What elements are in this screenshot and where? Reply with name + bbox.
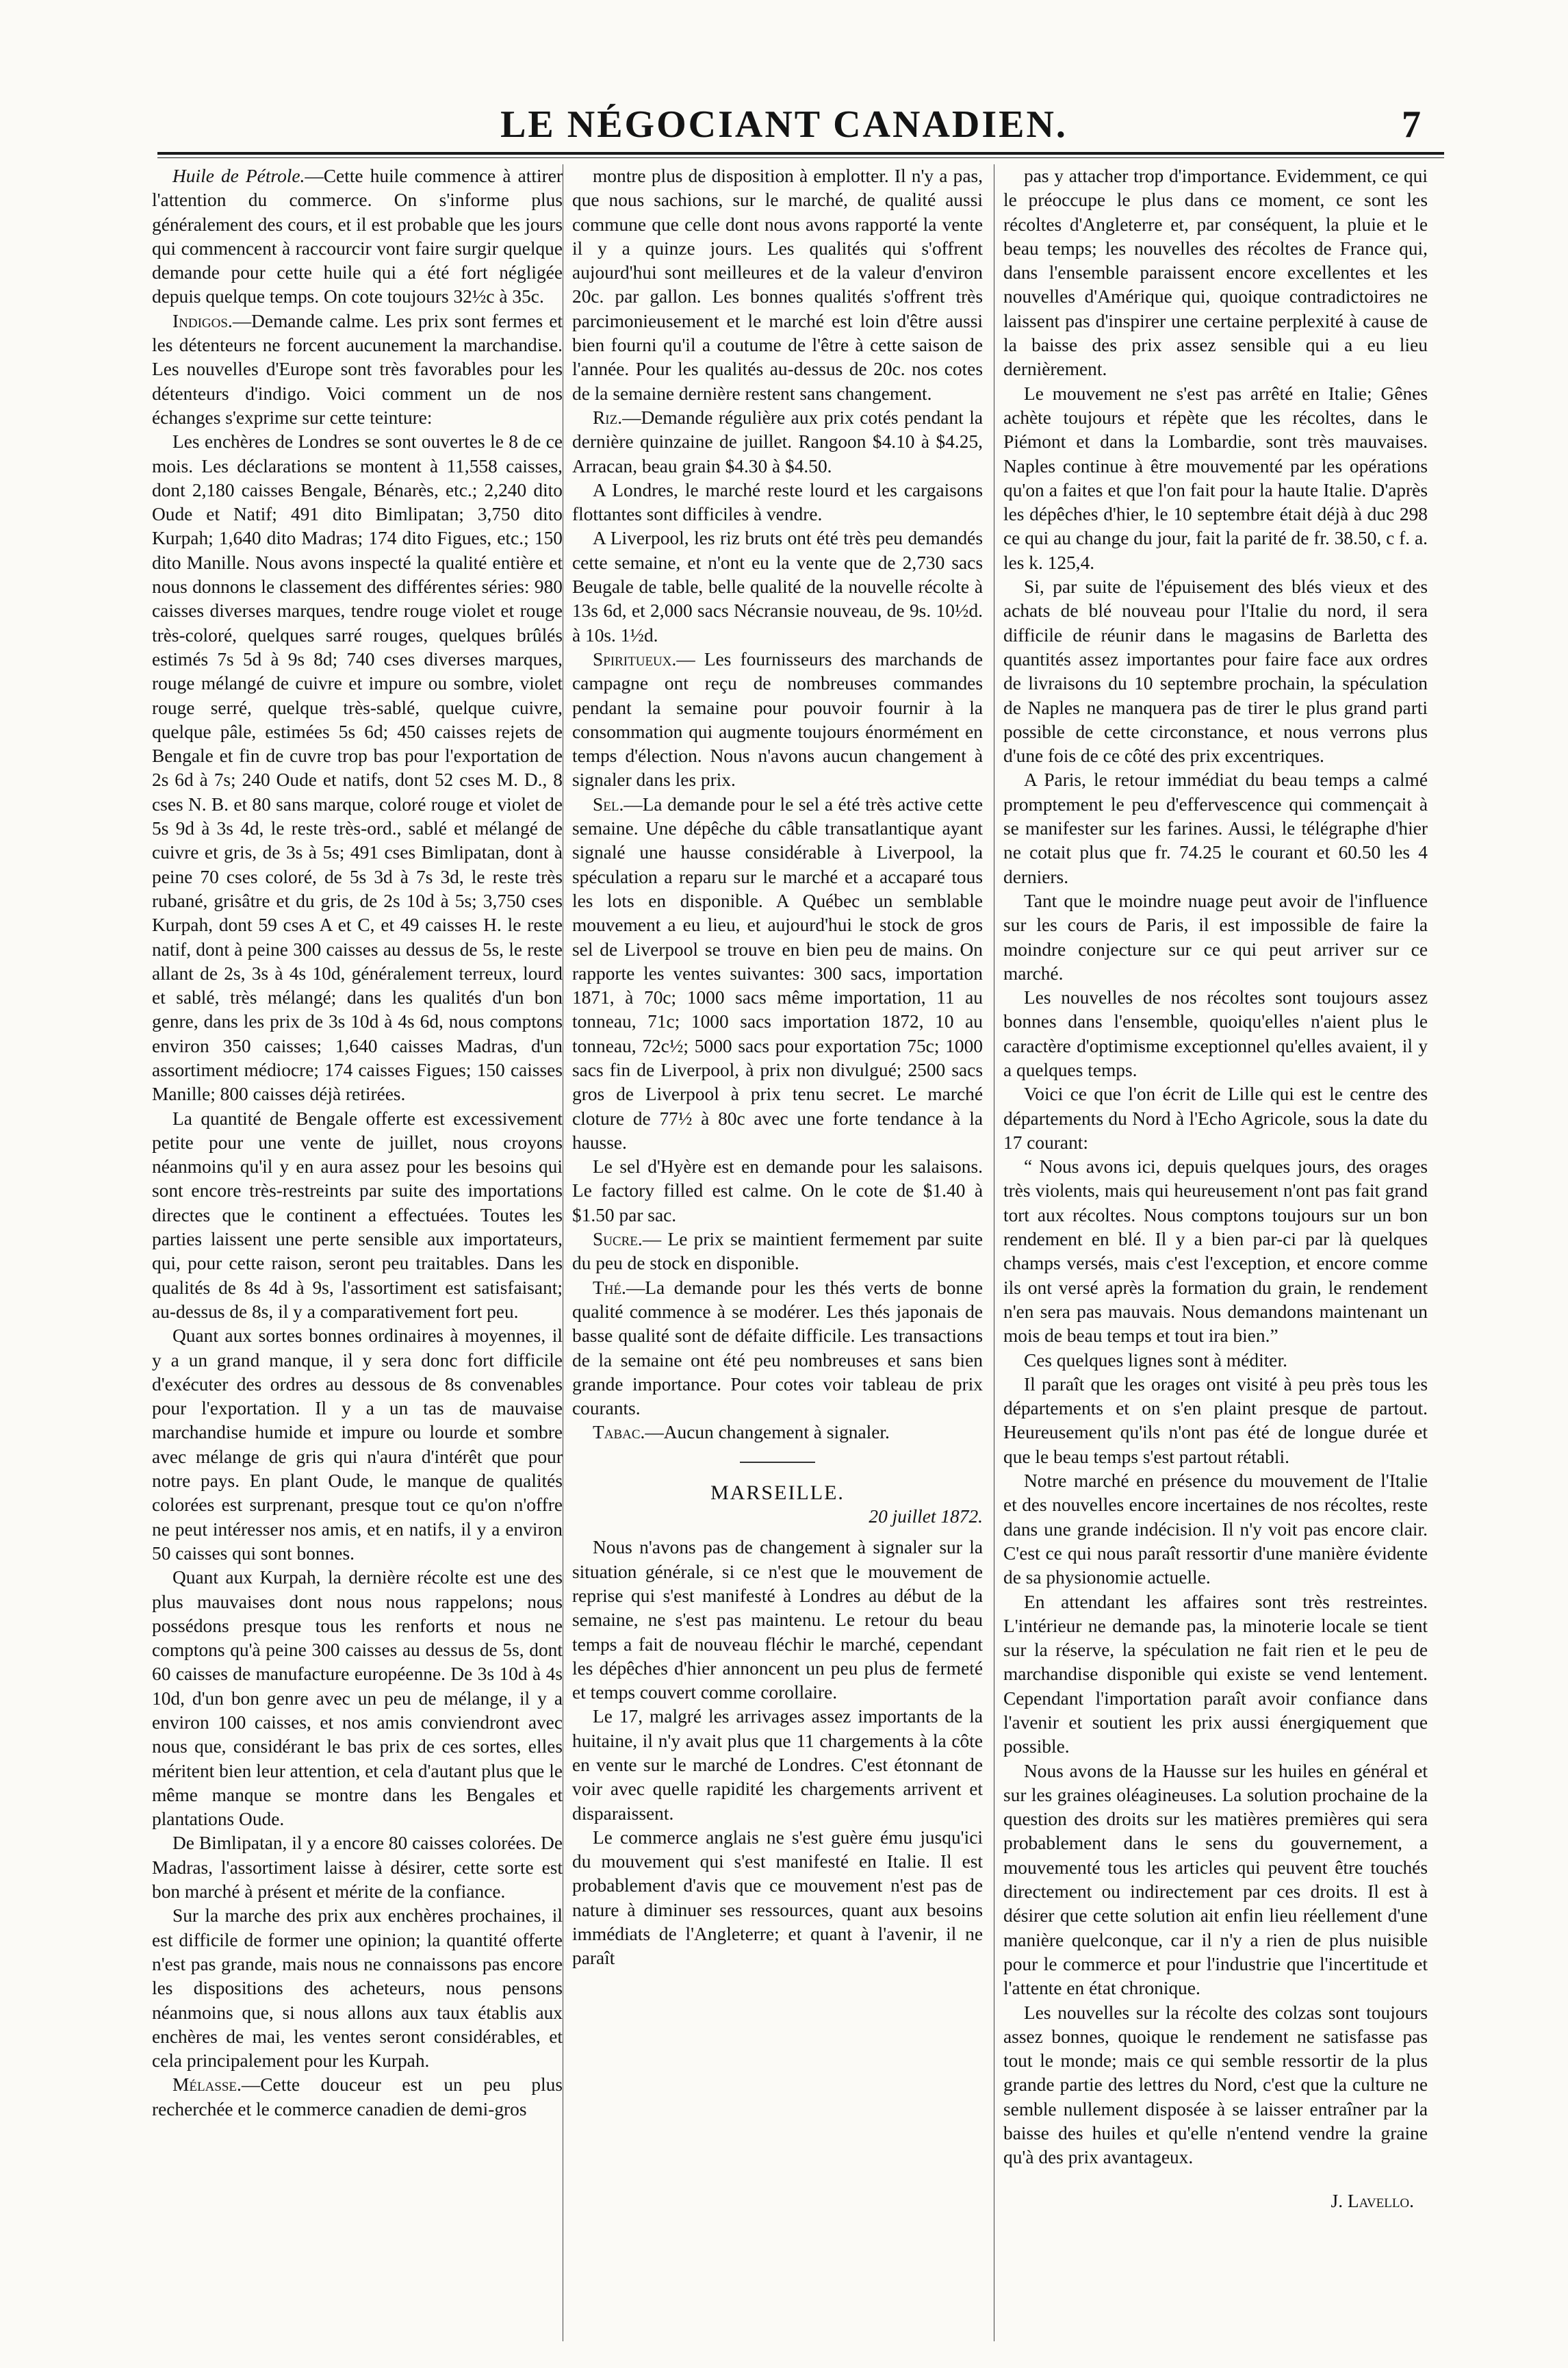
newspaper-title: LE NÉGOCIANT CANADIEN.	[500, 103, 1068, 146]
paragraph	[572, 648, 983, 793]
paragraph-text: Quant aux Kurpah, la dernière récolte est une des plus mauvaises dont nous nous rappelons; nous possédons presque tous les renforts et nous ne comptons qu'à peine 300 caisses au dessus de 5s, dont 60 caisses de manufacture européenne. De 3s 10d à 4s 10d, d'un bon genre avec un peu de mélange, il y a environ 100 caisses, et nos amis conviendront avec nous que, considérant le bas prix de ces sortes, elles méritent bien leur attention, et cela d'autant plus que le même manque se montre dans les Bengales et plantations Oude.	[152, 1567, 563, 1830]
paragraph-lead: Mélasse.	[172, 2074, 242, 2096]
paragraph: Ces quelques lignes sont à méditer.	[1024, 1349, 1287, 1371]
paragraph	[572, 1276, 983, 1421]
column-1	[152, 164, 563, 2341]
paragraph	[152, 1324, 563, 1566]
page-number: 7	[1402, 103, 1421, 146]
paragraph	[152, 430, 563, 1106]
paragraph-text: montre plus de disposition à emplotter. Il n'y a pas, que nous sachions, sur le marché, de qualité aussi commune que celle dont nous avons rapporté la vente il y a quinze jours. Les qualités qui s'offrent aujourd'hui sont meilleures et de la valeur d'environ 20c. par gallon. Les bonnes qualités s'offrent très parcimonieusement et le marché est loin d'être aussi bien fourni qu'il a coutume de l'être à cette saison de l'année. Pour les qualités au-dessus de 20c. nos cotes de la semaine dernière restent sans changement.	[572, 166, 983, 404]
masthead	[0, 96, 1568, 157]
paragraph: Le commerce anglais ne s'est guère ému jusqu'ici du mouvement qui s'est manifesté en Italie. Il est probablement d'avis que ce mouvement n'est pas de nature à diminuer ses ressources, quant aux besoins immédiats de l'Angleterre; et quant à l'avenir, il ne paraît	[572, 1826, 983, 1969]
paragraph	[572, 406, 983, 479]
paragraph-text: A Liverpool, les riz bruts ont été très peu demandés cette semaine, et n'ont eu la vente que de 2,730 sacs Beugale de table, belle qualité de la nouvelle récolte à 13s 6d, et 2,000 sacs Nécransie nouveau, de 9s. 10½d. à 10s. 1½d.	[572, 528, 983, 646]
column-3-article	[1003, 164, 1428, 2170]
paragraph-text: —Demande régulière aux prix cotés pendant la dernière quinzaine de juillet. Rangoon $4.10 à $4.25, Arracan, beau grain $4.30 à $4.50.	[572, 407, 983, 476]
paragraph-text: De Bimlipatan, il y a encore 80 caisses colorées. De Madras, l'assortiment laisse à désirer, cette sorte est bon marché à présent et mérite de la confiance.	[152, 1833, 563, 1902]
signature: J. Lavello.	[1331, 2190, 1414, 2211]
paragraph-text: — Le prix se maintient fermement par suite du peu de stock en disponible.	[572, 1229, 983, 1274]
paragraph: Il paraît que les orages ont visité à peu près tous les départements et on s'en plaint presque de partout. Heureusement qu'ils n'ont pas été de longue durée et que le beau temps s'est partout rétabli.	[1003, 1373, 1428, 1467]
paragraph	[572, 479, 983, 527]
paragraph	[572, 526, 983, 647]
paragraph-text: Quant aux sortes bonnes ordinaires à moyennes, il y a un grand manque, il y sera donc fort difficile d'exécuter des ordres au dessous de 8s convenables pour l'exportation. Il y a un tas de mauvaise marchandise humide et impure ou lourde et sombre avec mélange de gris qui n'aura d'intérêt que pour notre pays. En plant Oude, le manque de qualités colorées est surprenant, presque tout ce qu'on n'offre ne peut intéresser nos amis, et en natifs, il y a environ 50 caisses qui sont bonnes.	[152, 1325, 563, 1564]
paragraph: Notre marché en présence du mouvement de l'Italie et des nouvelles encore incertaines de nos récoltes, reste dans une grande indécision. Il n'y voit pas encore clair. C'est ce qui nous paraît ressortir d'une manière évidente de sa physionomie actuelle.	[1003, 1471, 1428, 1588]
paragraph-text: La quantité de Bengale offerte est excessivement petite pour une vente de juillet, nous croyons néanmoins qu'il y en aura assez pour les besoins qui sont encore très-restreints par suite des importations directes que le continent a effectuées. Toutes les parties laissent une perte sensible aux importateurs, qui, pour cette raison, seront peu traitables. Dans les qualités de 8s 4d à 9s, l'assortiment est satisfaisant; au-dessus de 8s, il y a comparativement fort peu.	[152, 1108, 563, 1322]
header-rule	[157, 152, 1444, 155]
paragraph-lead: Thé.	[593, 1277, 626, 1298]
paragraph	[572, 1227, 983, 1276]
paragraph: Le mouvement ne s'est pas arrêté en Italie; Gênes achète toujours et répète que les récoltes, dans le Piémont et dans la Lombardie, sont très mauvaises. Naples continue à être mouvementé par les opérations qu'on a faites et que l'on fait pour la haute Italie. D'après les dépêches d'hier, le 10 septembre était déjà à duc 298 ce qui au change du jour, fait la parité de fr. 38.50, c f. a. les k. 125,4.	[1003, 383, 1428, 573]
paragraph	[572, 164, 983, 406]
paragraph	[152, 309, 563, 430]
paragraph-lead: Tabac.	[593, 1422, 645, 1443]
marseille-heading: MARSEILLE.	[710, 1481, 845, 1504]
paragraph-lead: Riz.	[593, 407, 623, 428]
paragraph: A Paris, le retour immédiat du beau temps a calmé promptement le peu d'effervescence qui commençait à se manifester sur les farines. Aussi, le télégraphe d'hier ne cotait plus que fr. 74.25 le courant et 60.50 les 4 derniers.	[1003, 769, 1428, 887]
paragraph: Si, par suite de l'épuisement des blés vieux et des achats de blé nouveau pour l'Italie du nord, il sera difficile de réunir dans le magasins de Barletta des quantités assez importantes pour faire face aux ordres de livraisons du 10 septembre prochain, la spéculation de Naples ne manquera pas de tirer le plus grand parti possible de cette circonstance, et nous verrons plus d'une fois de ce côté des prix excentriques.	[1003, 576, 1428, 767]
paragraph-text: —La demande pour les thés verts de bonne qualité commence à se modérer. Les thés japonais de basse qualité sont de défaite difficile. Les transactions de la semaine ont été peu nombreuses et sans bien grande importance. Pour cotes voir tableau de prix courants.	[572, 1277, 983, 1419]
paragraph-lead: Huile de Pétrole.	[172, 166, 305, 186]
paragraph-text: Les enchères de Londres se sont ouvertes le 8 de ce mois. Les déclarations se montent à 11,558 caisses, dont 2,180 caisses Bengale, Bénarès, etc.; 2,240 dito Oude et Natif; 491 dito Bimlipatan; 3,750 dito Kurpah; 1,640 dito Madras; 174 dito Figues, etc.; 150 dito Manille. Nous avons inspecté la qualité entière et nous donnons le classement des différentes séries: 980 caisses diverses marques, tendre rouge violet et rouge très-coloré, quelques sarré rouges, quelques brûlés estimés 7s 5d à 9s 8d; 740 cses diverses marques, rouge mélangé de cuivre et impure ou sombre, violet rouge serré, quelque très-sablé, quelque cuivre, quelque pâle, estimées 5s 6d; 450 caisses rejets de Bengale et fin de cuvre trop bas pour l'exportation de 2s 6d à 7s; 240 Oude et natifs, dont 52 cses M. D., 8 cses N. B. et 80 sans marque, coloré rouge et violet de 5s 9d à 3s 4d, le reste très-ord., sablé et mélangé de cuivre et gris, de 3s à 5s; 491 cses Bimlipatan, dont à peine 70 cses coloré, de 5s 3d à 7s 3d, le reste très rubané, grisâtre et du gris, de 2s 10d à 5s; 3,750 cses Kurpah, dont 59 cses A et C, et 49 caisses H. le reste natif, dont à peine 300 caisses au dessus de 5s, le reste allant de 2s, 3s à 4s 10d, généralement terreux, lourd et sablé, très mélangé; dans les qualités d'un bon genre, dans les prix de 3s 10d à 4s 6d, nous comptons environ 350 caisses; 1,640 caisses Madras, d'un assortiment médiocre; 174 caisses Figues; 150 caisses Manille; 800 caisses déjà retirées.	[152, 431, 563, 1105]
paragraph-lead: Sel.	[593, 793, 624, 815]
paragraph: En attendant les affaires sont très restreintes. L'intérieur ne demande pas, la minoterie locale se tient sur la réserve, la spéculation ne fait rien et le peu de marchandise disponible qui existe se vend lentement. Cependant l'importation paraît avoir confiance dans l'avenir et soutient les prix aussi énergiquement que possible.	[1003, 1591, 1428, 1757]
paragraph	[152, 164, 563, 309]
paragraph: Nous avons de la Hausse sur les huiles en général et sur les graines oléagineuses. La solution prochaine de la question des droits sur les matières premières qui sera probablement dans le sens du gouvernement, a mouvementé tous les articles qui peuvent être touchés directement ou indirectement par ces droits. Il est à désirer que cette solution ait enfin lieu réellement d'une manière quelconque, car il n'y a rien de plus nuisible pour le commerce et pour l'industrie que l'incertitude et l'attente en état chronique.	[1003, 1760, 1428, 1999]
paragraph	[572, 1421, 983, 1444]
column-2	[572, 164, 983, 2341]
paragraph: Voici ce que l'on écrit de Lille qui est le centre des départements du Nord à l'Echo Agricole, sous la date du 17 courant:	[1003, 1084, 1428, 1153]
paragraph	[152, 1566, 563, 1831]
paragraph-text: A Londres, le marché reste lourd et les cargaisons flottantes sont difficiles à vendre.	[572, 479, 983, 525]
paragraph	[152, 1107, 563, 1325]
paragraph-text: Le sel d'Hyère est en demande pour les salaisons. Le factory filled est calme. On le cote de $1.40 à $1.50 par sac.	[572, 1156, 983, 1225]
paragraph-lead: Spiritueux.	[593, 648, 677, 670]
section-divider	[740, 1462, 815, 1463]
paragraph: Les nouvelles de nos récoltes sont toujours assez bonnes dans l'ensemble, quoiqu'elles n'aient plus le caractère d'optimisme exceptionnel qu'elles avaient, il y a quelques temps.	[1003, 987, 1428, 1080]
header-rule-thin	[157, 157, 1444, 158]
paragraph-text: —Cette douceur est un peu plus recherchée et le commerce canadien de demi-gros	[152, 2074, 563, 2119]
paragraph: Tant que le moindre nuage peut avoir de l'influence sur les cours de Paris, il est impossible de faire la moindre conjecture sur ce qui peut arriver sur ce marché.	[1003, 890, 1428, 984]
paragraph: pas y attacher trop d'importance. Evidemment, ce qui le préoccupe le plus dans ce moment, ce sont les récoltes d'Angleterre et, par conséquent, la pluie et le beau temps; les nouvelles des récoltes de France qui, dans l'ensemble paraissent encore excellentes et les nouvelles d'Amérique qui, quoique contradictoires ne laissent pas d'inspirer une certaine perplexité à cause de la baisse des prix assez sensible qui a eu lieu dernièrement.	[1003, 166, 1428, 380]
paragraph	[152, 1831, 563, 1904]
paragraph	[572, 793, 983, 1155]
marseille-date: 20 juillet 1872.	[869, 1506, 983, 1527]
paragraph	[152, 1904, 563, 2073]
column-2-articles	[572, 164, 983, 1445]
paragraph-text: —Aucun changement à signaler.	[645, 1422, 890, 1443]
paragraph-lead: Indigos.	[172, 310, 233, 331]
paragraph	[572, 1155, 983, 1227]
paragraph-text: —Demande calme. Les prix sont fermes et les détenteurs ne forcent aucunement la marchandise. Les nouvelles d'Europe sont très favorables pour les détenteurs d'indigo. Voici comment un de nos échanges s'exprime sur cette teinture:	[152, 310, 563, 428]
paragraph-text: —La demande pour le sel a été très active cette semaine. Une dépêche du câble transatlantique ayant signalé une hausse considérable à Liverpool, la spéculation a reparu sur le marché et a accaparé tous les lots en disponible. A Québec un semblable mouvement a eu lieu, et aujourd'hui le stock de gros sel de Liverpool se trouve en bien peu de mains. On rapporte les ventes suivantes: 300 sacs, importation 1871, à 70c; 1000 sacs même importation, 11 au tonneau, 71c; 1000 sacs importation 1872, 10 au tonneau, 72c½; 5000 sacs pour exportation 75c; 1000 sacs fin de Liverpool, à prix non divulgué; 2500 sacs gros de Liverpool à prix tenu secret. Le marché cloture de 77½ à 80c avec une forte tendance à la hausse.	[572, 793, 983, 1153]
paragraph-text: — Les fournisseurs des marchands de campagne ont reçu de nombreuses commandes pendant la semaine pour pouvoir fournir à la consommation qui augmente toujours énormément en temps d'élection. Nous n'avons aucun changement à signaler dans les prix.	[572, 648, 983, 791]
column-3	[1003, 164, 1428, 2341]
paragraph-text: Sur la marche des prix aux enchères prochaines, il est difficile de former une opinion; la quantité offerte n'est pas grande, mais nous ne connaissons pas encore les dispositions des acheteurs, nous pensons néanmoins que, si nous allons aux taux établis aux enchères de mai, les ventes seront considérables, et cela principalement pour les Kurpah.	[152, 1905, 563, 2072]
paragraph: “ Nous avons ici, depuis quelques jours, des orages très violents, mais qui heureusement n'ont pas fait grand tort aux récoltes. Nous comptons toujours sur un bon rendement en blé. Il y a bien par-ci par là quelques champs versés, mais c'est l'exception, et encore comme ils ont versé après la formation du grain, le rendement n'en sera pas mauvais. Nous demandons maintenant un mois de beau temps et tout ira bien.”	[1003, 1156, 1428, 1347]
paragraph: Les nouvelles sur la récolte des colzas sont toujours assez bonnes, quoique le rendement ne satisfasse pas tout le monde; mais ce qui semble ressortir de la plus grande partie des lettres du Nord, c'est que la culture ne semble nullement disposée à se laisser entraîner par la baisse des huiles et qu'elle n'entend vendre la graine qu'à des prix avantageux.	[1003, 2002, 1428, 2168]
paragraph: Le 17, malgré les arrivages assez importants de la huitaine, il n'y avait plus que 11 chargements à la côte en vente sur le marché de Londres. C'est étonnant de voir avec quelle rapidité les chargements arrivent et disparaissent.	[572, 1706, 983, 1824]
paragraph: Nous n'avons pas de changement à signaler sur la situation générale, si ce n'est que le mouvement de reprise qui s'est manifesté à Londres au début de la semaine, ne s'est pas maintenu. Le retour du beau temps a fait de nouveau fléchir le marché, cependant les dépêches d'hier annoncent un peu plus de fermeté et temps couvert comme corollaire.	[572, 1537, 983, 1703]
paragraph	[152, 2073, 563, 2122]
paragraph-text: —Cette huile commence à attirer l'attention du commerce. On s'informe plus généralement des cours, et il est probable que les jours qui commencent à raccourcir vont faire surgir quelque demande pour cette huile qui a été fort négligée depuis quelque temps. On cote toujours 32½c à 35c.	[152, 166, 563, 307]
paragraph-lead: Sucre.	[593, 1229, 643, 1250]
marseille-article	[572, 1536, 983, 1970]
